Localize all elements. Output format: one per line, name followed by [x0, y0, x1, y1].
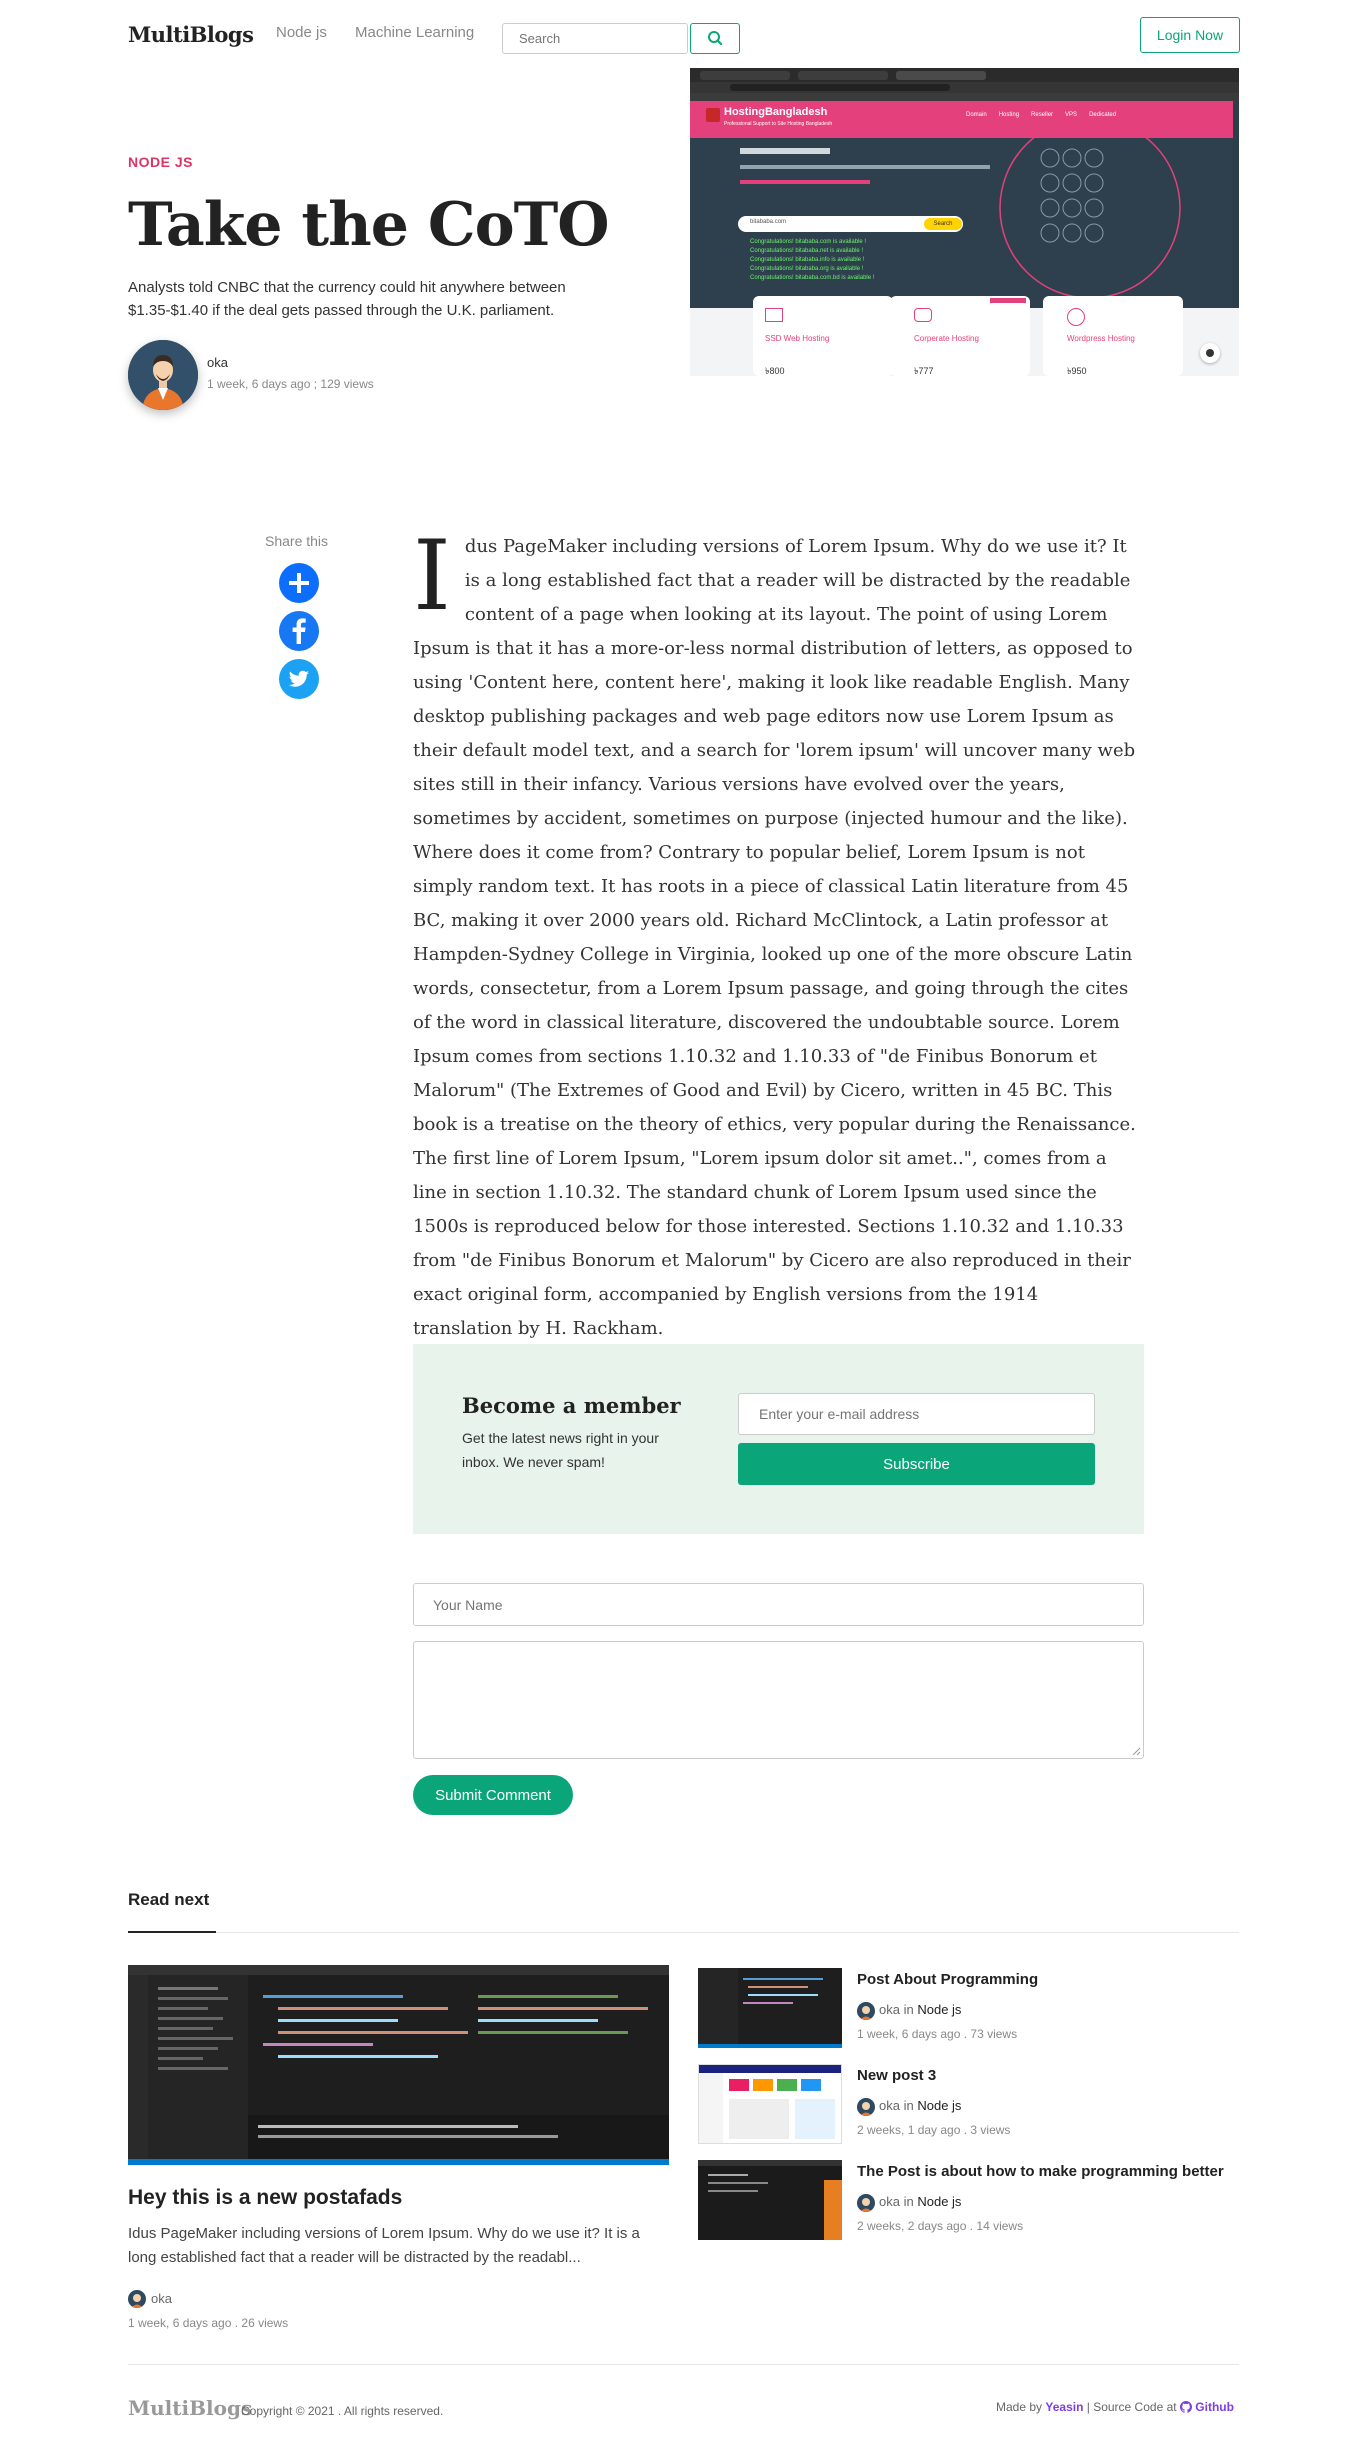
- article-body: [413, 520, 1143, 1346]
- side-post-author: oka in Node js: [879, 2194, 962, 2209]
- login-button[interactable]: Login Now: [1140, 17, 1240, 53]
- featured-post-image[interactable]: [128, 1965, 669, 2165]
- plus-icon: [279, 563, 319, 603]
- hero-image-tagline: Professional Support to Site Hosting Bangladesh: [724, 121, 833, 127]
- footer-logo[interactable]: MultiBlogs: [128, 2396, 253, 2420]
- article-text: dus PageMaker including versions of Lorem Ipsum. Why do we use it? It is a long established fact that a reader will be distracted by the readable content of a page when looking at its layout. The point of using Lorem Ipsum is that it has a more-or-less normal distribution of letters, as opposed to using 'Content here, content here', making it look like readable English. Many desktop publishing packages and web page editors now use Lorem Ipsum as their default model text, and a search for 'lorem ipsum' will uncover many web sites still in their infancy. Various versions have evolved over the years, sometimes by accident, sometimes on purpose (injected humour and the like). Where does it come from? Contrary to popular belief, Lorem Ipsum is not simply random text. It has roots in a piece of classical Latin literature from 45 BC, making it over 2000 years old. Richard McClintock, a Latin professor at Hampden-Sydney College in Virginia, looked up one of the more obscure Latin words, consectetur, from a Lorem Ipsum passage, and going through the cites of the word in classical literature, discovered the undoubtable source. Lorem Ipsum comes from sections 1.10.32 and 1.10.33 of "de Finibus Bonorum et Malorum" (The Extremes of Good and Evil) by Cicero, written in 45 BC. This book is a treatise on the theory of ethics, very popular during the Renaissance. The first line of Lorem Ipsum, "Lorem ipsum dolor sit amet..", comes from a line in section 1.10.32. The standard chunk of Lorem Ipsum used since the 1500s is reproduced below for those interested. Sections 1.10.32 and 1.10.33 from "de Finibus Bonorum et Malorum" by Cicero are also reproduced in their exact original form, accompanied by English versions from the 1914 translation by H. Rackham.: [413, 536, 1136, 1339]
- featured-post-title[interactable]: Hey this is a new postafads: [128, 2186, 403, 2209]
- side-post-title[interactable]: New post 3: [857, 2067, 937, 2084]
- subscribe-button[interactable]: Subscribe: [738, 1443, 1095, 1485]
- hero-image-card: SSD Web Hosting ৳800: [753, 296, 893, 376]
- made-by-text: Made by Yeasin | Source Code at Github: [996, 2400, 1234, 2414]
- comment-name-field[interactable]: [413, 1583, 1144, 1626]
- phone-keypad-graphic: [970, 128, 1200, 313]
- side-post-author-avatar[interactable]: [857, 2194, 875, 2212]
- hero-image-search-value: bitababa.com: [750, 219, 787, 225]
- share-plus-button[interactable]: [279, 563, 319, 603]
- post-meta: 1 week, 6 days ago ; 129 views: [207, 377, 374, 391]
- side-post-author-name[interactable]: oka: [879, 2194, 900, 2209]
- post-description: Analysts told CNBC that the currency could hit anywhere between $1.35-$1.40 if the deal gets passed through the U.K. parliament.: [128, 279, 566, 319]
- featured-author-avatar[interactable]: [128, 2290, 146, 2308]
- post-category[interactable]: NODE JS: [128, 154, 193, 170]
- author-link[interactable]: Yeasin: [1045, 2400, 1084, 2414]
- hero-image-card: Wordpress Hosting ৳950: [1043, 296, 1183, 376]
- hero-image-site-name: HostingBangladesh: [724, 106, 828, 118]
- comment-textarea[interactable]: [413, 1641, 1144, 1759]
- side-post-author: oka in Node js: [879, 2002, 962, 2017]
- post-title: Take the CoTO: [128, 190, 609, 260]
- hero-image-nav-item: Domain: [966, 112, 987, 118]
- newsletter-title: Become a member: [462, 1393, 681, 1418]
- side-post-meta: 2 weeks, 1 day ago . 3 views: [857, 2123, 1011, 2137]
- article-dropcap: I: [413, 520, 451, 632]
- featured-post-meta: 1 week, 6 days ago . 26 views: [128, 2316, 289, 2330]
- read-next-heading: Read next: [128, 1890, 210, 1909]
- hero-image-nav-item: Hosting: [998, 112, 1020, 118]
- avatar-illustration: [128, 340, 198, 410]
- side-post-thumbnail[interactable]: [698, 2160, 842, 2240]
- search-button[interactable]: [690, 23, 740, 54]
- nav-link-machine-learning[interactable]: Machine Learning: [355, 24, 475, 41]
- search-icon: [691, 24, 739, 52]
- footer-divider: [128, 2364, 1239, 2365]
- facebook-icon: [279, 611, 319, 651]
- hero-image-results: Congratulations! bitababa.com is available ! Congratulations! bitababa.net is available ! Congratulations! bitababa.info is available ! Congratulations! bitababa.org is available ! Congratulations! bitababa.com.bd is available !: [750, 239, 875, 281]
- featured-post-excerpt: Idus PageMaker including versions of Lorem Ipsum. Why do we use it? It is a long established fact that a reader will be distracted by the readabl...: [128, 2225, 640, 2266]
- side-post-author: oka in Node js: [879, 2098, 962, 2113]
- hero-image-search-button: Search: [924, 218, 962, 230]
- side-post-meta: 1 week, 6 days ago . 73 views: [857, 2027, 1018, 2041]
- side-post-category[interactable]: Node js: [917, 2194, 962, 2209]
- email-field[interactable]: [738, 1393, 1095, 1435]
- side-post-title[interactable]: Post About Programming: [857, 1971, 1039, 1988]
- side-post-thumbnail[interactable]: [698, 1968, 842, 2048]
- hero-image-card: Corperate Hosting ৳777: [890, 296, 1030, 376]
- github-icon: [1180, 2401, 1192, 2413]
- side-post-category[interactable]: Node js: [917, 2098, 962, 2113]
- search-input[interactable]: [502, 23, 688, 54]
- nav-link-nodejs[interactable]: Node js: [276, 24, 327, 41]
- share-facebook-button[interactable]: [279, 611, 319, 651]
- share-label: Share this: [265, 533, 329, 549]
- side-post-title[interactable]: The Post is about how to make programming better: [857, 2163, 1224, 2180]
- side-post-author-avatar[interactable]: [857, 2002, 875, 2020]
- side-post-meta: 2 weeks, 2 days ago . 14 views: [857, 2219, 1024, 2233]
- submit-comment-button[interactable]: Submit Comment: [413, 1775, 573, 1815]
- twitter-icon: [279, 659, 319, 699]
- side-post-author-avatar[interactable]: [857, 2098, 875, 2116]
- side-post-author-name[interactable]: oka: [879, 2098, 900, 2113]
- github-link[interactable]: Github: [1195, 2400, 1234, 2414]
- site-logo[interactable]: MultiBlogs: [128, 22, 254, 47]
- newsletter-description: Get the latest news right in your inbox. We never spam!: [462, 1430, 659, 1470]
- hero-image-nav-item: Reseller: [1031, 112, 1054, 118]
- side-post-thumbnail[interactable]: [698, 2064, 842, 2144]
- hero-image-nav-item: Dedicated: [1089, 112, 1117, 118]
- post-cover-image: [690, 68, 1239, 376]
- copyright-text: Copyright © 2021 . All rights reserved.: [241, 2404, 444, 2418]
- author-name[interactable]: oka: [207, 355, 228, 370]
- hero-image-nav-item: VPS: [1065, 112, 1078, 118]
- read-next-divider: [128, 1932, 1239, 1933]
- side-post-category[interactable]: Node js: [917, 2002, 962, 2017]
- resize-handle-icon[interactable]: [1131, 1746, 1141, 1756]
- share-twitter-button[interactable]: [279, 659, 319, 699]
- read-next-underline: [128, 1931, 216, 1933]
- side-post-author-name[interactable]: oka: [879, 2002, 900, 2017]
- featured-author-name[interactable]: oka: [151, 2291, 172, 2306]
- author-avatar[interactable]: [128, 340, 198, 410]
